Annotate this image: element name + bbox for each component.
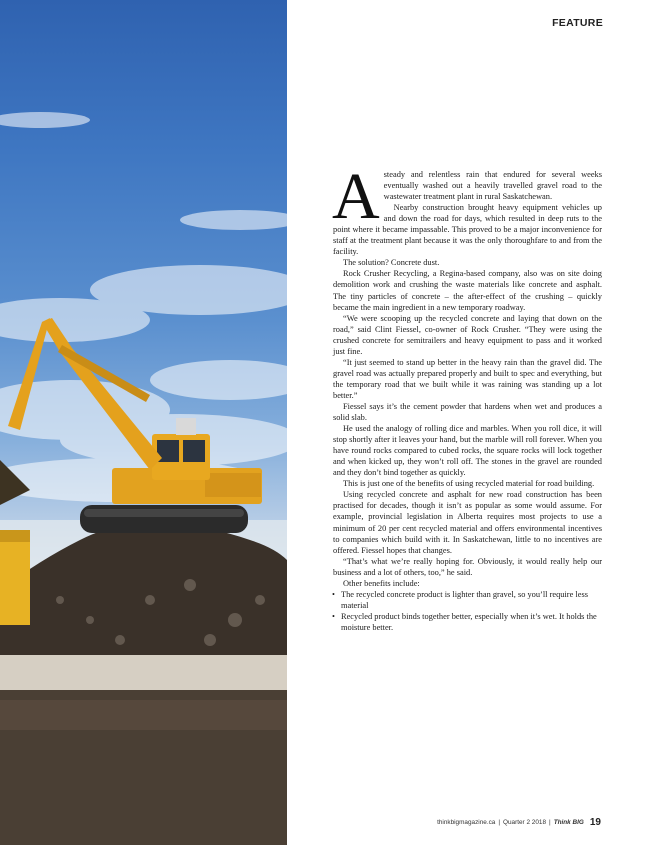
benefits-list — [333, 589, 602, 633]
page-footer — [437, 817, 601, 828]
article-body — [332, 160, 602, 633]
dump-truck — [0, 530, 30, 625]
footer-issue: Quarter 2 2018 — [503, 819, 547, 826]
article-paragraph: “That’s what we’re really hoping for. Obviously, it would really help our business and a lot of others, too,” he said. — [333, 556, 602, 577]
lead-paragraph: Asteady and relentless rain that endured for several weeks eventually washed out a heavily travelled gravel road to the wastewater treatment plant in rural Saskatchewan. — [332, 160, 602, 233]
article-paragraph: He used the analogy of rolling dice and marbles. When you roll dice, it will stop shortly after it leaves your hand, but the marble will roll forever. When you have round rocks compared to cubed rocks, the square rocks will lock together and when kicked up, they won’t roll off. The stones in the gravel are rounded and they don’t bind together as quickly. — [333, 424, 602, 478]
article-paragraph: “It just seemed to stand up better in the heavy rain than the gravel did. The gravel road was actually prepared properly and built to spec and everything, but the temporary road that we built while it was raining was standing up a lot better.” — [333, 357, 602, 400]
footer-separator: | — [549, 819, 551, 826]
article-paragraph: “We were scooping up the recycled concrete and laying that down on the road,” said Clint Fiessel, co-owner of Rock Crusher. “They were using the crushed concrete for semitrailers and heavy equipment to pass and it worked just fine. — [333, 313, 602, 356]
article-paragraph: Fiessel says it’s the cement powder that hardens when wet and produces a solid slab. — [333, 401, 602, 423]
gravel-ground — [0, 655, 287, 695]
excavator-illustration — [0, 0, 287, 845]
benefit-item: • The recycled concrete product is lighter than gravel, so you’ll require less material — [333, 589, 602, 611]
article-paragraph: The solution? Concrete dust. — [343, 258, 440, 268]
page-number: 19 — [589, 817, 601, 828]
benefit-item: • Recycled product binds together better, especially when it’s wet. It holds the moisture better. — [333, 611, 602, 633]
section-label: FEATURE — [552, 17, 603, 29]
footer-separator: | — [498, 819, 501, 826]
article-paragraph: This is just one of the benefits of using recycled material for road building. — [343, 479, 595, 489]
article-paragraph: Rock Crusher Recycling, a Regina-based company, also was on site doing demolition work and crushing the waste materials like concrete and asphalt. The tiny particles of concrete – the after-effect of the crushing – quickly became the main ingredient in a new temporary roadway. — [333, 269, 602, 312]
excavator-photo — [0, 0, 287, 845]
article-paragraph: Other benefits include: — [343, 578, 420, 588]
article-paragraph: Nearby construction brought heavy equipment vehicles up and down the road for days, which resulted in deep ruts to the point where it became impassable. This proved to be a major inconvenience for staff at the treatment plant because it was the only thoroughfare to and from the facility. — [333, 203, 602, 257]
footer-website: thinkbigmagazine.ca — [437, 819, 496, 826]
footer-brand: Think BIG — [553, 819, 584, 826]
article-paragraph: Using recycled concrete and asphalt for new road construction has been practised for decades, though it isn’t as popular as some would assume. For example, provincial legislation in Alberta requires most projects to use a minimum of 20 per cent recycled material and offers environmental incentives to companies which build with it. In Saskatchewan, little to no incentives are offered. Fiessel hopes that changes. — [333, 490, 602, 555]
drop-cap: A — [332, 160, 380, 233]
